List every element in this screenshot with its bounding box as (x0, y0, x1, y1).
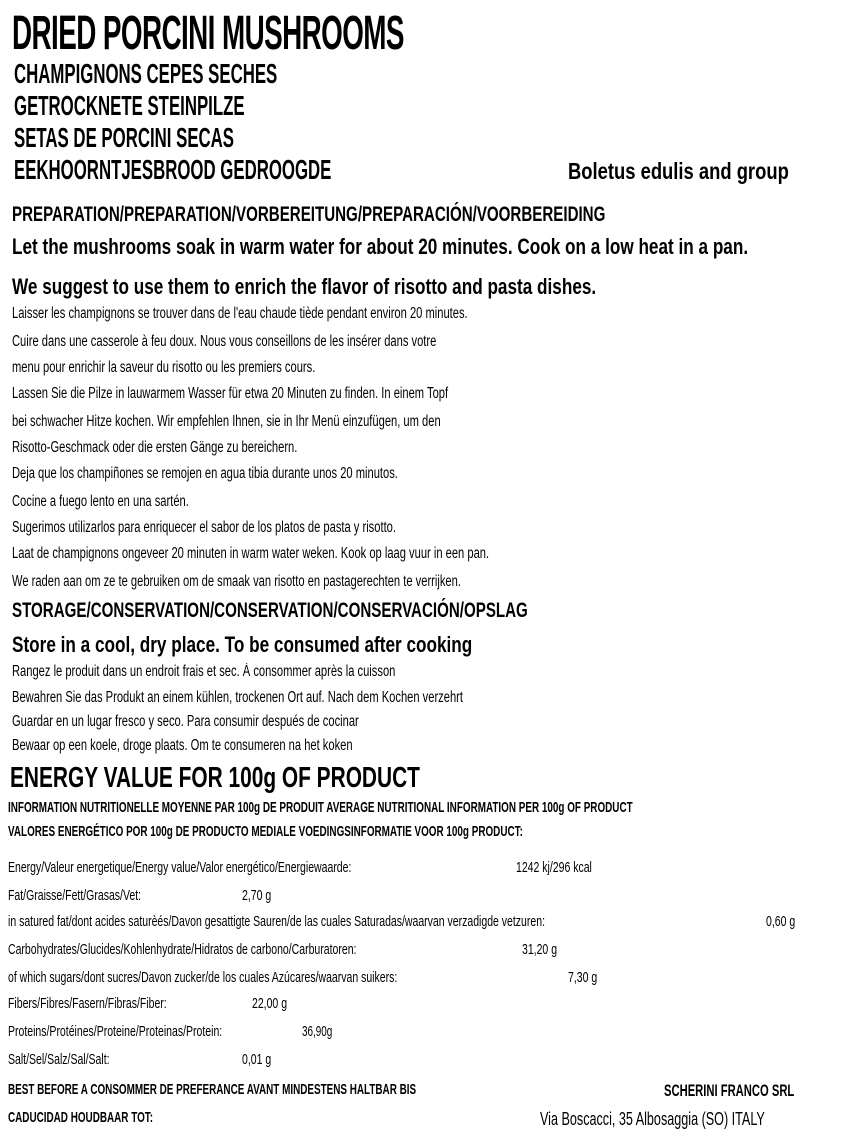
nutrition-row-value: 7,30 g (568, 969, 598, 986)
preparation-line: Cocine a fuego lento en una sartén. (12, 493, 189, 510)
preparation-line: menu pour enrichir la saveur du risotto ou les premiers cours. (12, 359, 316, 376)
species-name: Boletus edulis and group (568, 158, 789, 184)
product-name-fr: CHAMPIGNONS CEPES SECHES (14, 58, 278, 89)
storage-heading: STORAGE/CONSERVATION/CONSERVATION/CONSERVACIÓN/OPSLAG (12, 599, 528, 622)
nutrition-row-value: 31,20 g (522, 941, 558, 958)
nutrition-heading: ENERGY VALUE FOR 100g OF PRODUCT (10, 762, 420, 794)
nutrition-row-label: of which sugars/dont sucres/Davon zucker/de los cuales Azúcares/waarvan suikers: (8, 969, 398, 986)
preparation-line: bei schwacher Hitze kochen. Wir empfehlen Ihnen, sie in Ihr Menü einzufügen, um den (12, 413, 441, 430)
storage-line: Guardar en un lugar fresco y seco. Para consumir después de cocinar (12, 713, 359, 730)
nutrition-row-label: Energy/Valeur energetique/Energy value/Valor energético/Energiewaarde: (8, 859, 352, 876)
preparation-line: Cuire dans une casserole à feu doux. Nous vous conseillons de les insérer dans votre (12, 333, 437, 350)
nutrition-row-value: 0,60 g (766, 913, 796, 930)
preparation-line: Risotto-Geschmack oder die ersten Gänge zu bereichern. (12, 439, 298, 456)
preparation-line: Laat de champignons ongeveer 20 minuten in warm water weken. Kook op laag vuur in een pan. (12, 545, 490, 562)
nutrition-subheading: VALORES ENERGÉTICO POR 100g DE PRODUCTO MEDIALE VOEDINGSINFORMATIE VOOR 100g PRODUCT: (8, 823, 523, 840)
preparation-line: Deja que los champiñones se remojen en agua tibia durante unos 20 minutos. (12, 465, 398, 482)
storage-en-line: Store in a cool, dry place. To be consumed after cooking (12, 632, 473, 657)
nutrition-row-value: 36,90g (302, 1023, 333, 1040)
nutrition-row-label: Carbohydrates/Glucides/Kohlenhydrate/Hidratos de carbono/Carburatoren: (8, 941, 357, 958)
best-before-label: CADUCIDAD HOUDBAAR TOT: (8, 1109, 154, 1126)
nutrition-row-value: 0,01 g (242, 1051, 272, 1068)
preparation-en-line: We suggest to use them to enrich the flavor of risotto and pasta dishes. (12, 274, 597, 299)
nutrition-row-value: 1242 kj/296 kcal (516, 859, 592, 876)
preparation-en-line: Let the mushrooms soak in warm water for about 20 minutes. Cook on a low heat in a pan. (12, 234, 749, 259)
nutrition-row-value: 2,70 g (242, 887, 272, 904)
nutrition-row-value: 22,00 g (252, 995, 288, 1012)
product-name-de: GETROCKNETE STEINPILZE (14, 90, 245, 121)
nutrition-row-label: Fibers/Fibres/Fasern/Fibras/Fiber: (8, 995, 167, 1012)
nutrition-subheading: INFORMATION NUTRITIONELLE MOYENNE PAR 100g DE PRODUIT AVERAGE NUTRITIONAL INFORMATION PER 100g OF PRODUCT (8, 799, 633, 816)
preparation-heading: PREPARATION/PREPARATION/VORBEREITUNG/PREPARACIÓN/VOORBEREIDING (12, 203, 606, 226)
nutrition-row-label: in satured fat/dont acides saturèés/Davon gesattigte Sauren/de las cuales Saturadas/waarvan verzadigde vetzuren: (8, 913, 545, 930)
preparation-line: Sugerimos utilizarlos para enriquecer el sabor de los platos de pasta y risotto. (12, 519, 396, 536)
company-address: Via Boscacci, 35 Albosaggia (SO) ITALY (540, 1109, 765, 1129)
storage-line: Bewaar op een koele, droge plaats. Om te consumeren na het koken (12, 737, 353, 754)
preparation-line: Lassen Sie die Pilze in lauwarmem Wasser für etwa 20 Minuten zu finden. In einem Topf (12, 385, 449, 402)
nutrition-row-label: Proteins/Protéines/Proteine/Proteinas/Protein: (8, 1023, 223, 1040)
preparation-line: We raden aan om ze te gebruiken om de smaak van risotto en pastagerechten te verrijken. (12, 573, 461, 590)
storage-line: Bewahren Sie das Produkt an einem kühlen, trockenen Ort auf. Nach dem Kochen verzehrt (12, 689, 463, 706)
nutrition-row-label: Fat/Graisse/Fett/Grasas/Vet: (8, 887, 142, 904)
product-name-nl: EEKHOORNTJESBROOD GEDROOGDE (14, 154, 332, 185)
preparation-line: Laisser les champignons se trouver dans de l'eau chaude tiède pendant environ 20 minutes. (12, 305, 468, 322)
company-name: SCHERINI FRANCO SRL (664, 1081, 795, 1100)
nutrition-row-label: Salt/Sel/Salz/Sal/Salt: (8, 1051, 110, 1068)
best-before-label: BEST BEFORE A CONSOMMER DE PREFERANCE AVANT MINDESTENS HALTBAR BIS (8, 1081, 417, 1098)
product-title: DRIED PORCINI MUSHROOMS (12, 7, 404, 60)
product-name-es: SETAS DE PORCINI SECAS (14, 122, 234, 153)
storage-line: Rangez le produit dans un endroit frais et sec. À consommer après la cuisson (12, 663, 396, 680)
